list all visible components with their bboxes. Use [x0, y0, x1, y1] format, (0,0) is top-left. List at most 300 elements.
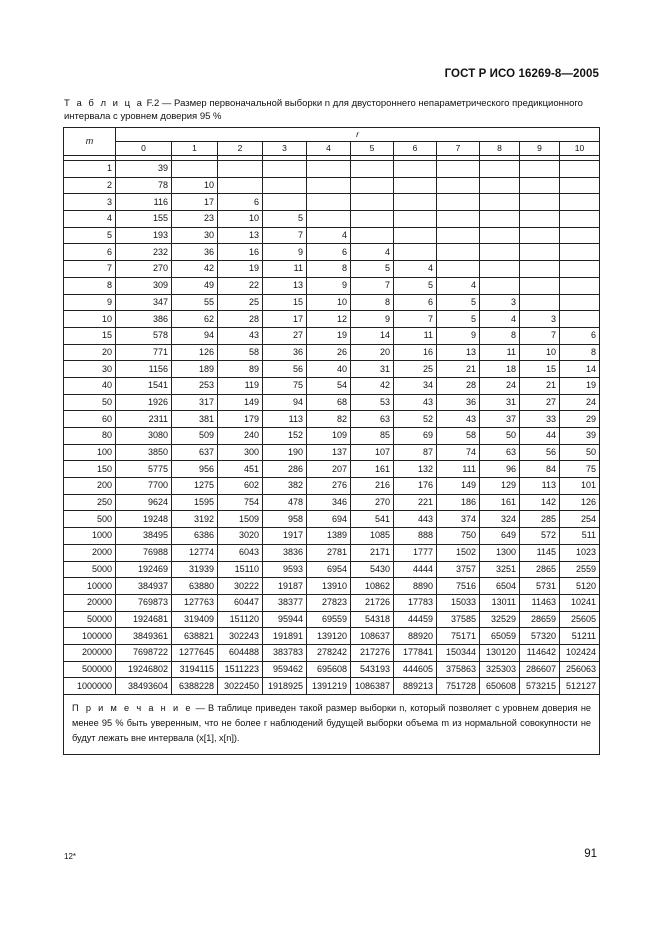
n-value-cell: 21 [520, 377, 560, 394]
m-value-cell: 1000 [64, 528, 116, 545]
n-value-cell: 151120 [218, 611, 263, 628]
n-value-cell: 4 [394, 261, 437, 278]
table-row [64, 277, 600, 294]
n-value-cell: 1777 [394, 544, 437, 561]
n-value-cell [394, 227, 437, 244]
n-value-cell: 43 [394, 394, 437, 411]
n-value-cell: 889213 [394, 678, 437, 695]
table-caption [64, 98, 600, 123]
n-value-cell: 130120 [480, 644, 520, 661]
n-value-cell: 278242 [307, 644, 351, 661]
n-value-cell [394, 177, 437, 194]
n-value-cell: 4 [351, 244, 394, 261]
table-row [64, 478, 600, 495]
n-value-cell: 10 [218, 211, 263, 228]
m-value-cell: 80 [64, 428, 116, 445]
n-value-cell [307, 211, 351, 228]
n-value-cell: 1502 [437, 544, 480, 561]
table-row [64, 411, 600, 428]
n-value-cell: 216 [351, 478, 394, 495]
n-value-cell: 87 [394, 444, 437, 461]
n-value-cell: 384937 [116, 578, 172, 595]
n-value-cell: 9593 [263, 561, 307, 578]
m-header: m [64, 128, 116, 156]
n-value-cell: 1511223 [218, 661, 263, 678]
n-value-cell [263, 194, 307, 211]
n-value-cell [394, 161, 437, 178]
caption-text: F.2 — Размер первоначальной выборки n для двустороннего непараметрического предикционного интервала с уровнем доверия 95 % [64, 98, 583, 122]
n-value-cell: 20 [351, 344, 394, 361]
n-value-cell [351, 211, 394, 228]
m-value-cell: 2 [64, 177, 116, 194]
n-value-cell: 31 [480, 394, 520, 411]
n-value-cell: 36 [172, 244, 218, 261]
n-value-cell: 29 [560, 411, 600, 428]
n-value-cell [437, 244, 480, 261]
n-value-cell: 63 [351, 411, 394, 428]
m-value-cell: 100000 [64, 628, 116, 645]
n-value-cell [437, 211, 480, 228]
r-header: r [116, 128, 600, 142]
n-value-cell [560, 261, 600, 278]
n-value-cell: 1918925 [263, 678, 307, 695]
n-value-cell [520, 261, 560, 278]
m-value-cell: 4 [64, 211, 116, 228]
m-value-cell: 500000 [64, 661, 116, 678]
n-value-cell: 149 [437, 478, 480, 495]
n-value-cell: 9 [437, 327, 480, 344]
n-value-cell: 2865 [520, 561, 560, 578]
n-value-cell: 650608 [480, 678, 520, 695]
table-row [64, 544, 600, 561]
n-value-cell: 309 [116, 277, 172, 294]
n-value-cell: 37 [480, 411, 520, 428]
n-value-cell: 39 [116, 161, 172, 178]
m-value-cell: 20 [64, 344, 116, 361]
table-row [64, 327, 600, 344]
r-value-header: 4 [307, 142, 351, 156]
n-value-cell [394, 194, 437, 211]
n-value-cell: 10862 [351, 578, 394, 595]
n-value-cell: 11 [480, 344, 520, 361]
n-value-cell: 30 [172, 227, 218, 244]
n-value-cell: 58 [218, 344, 263, 361]
n-value-cell: 75 [263, 377, 307, 394]
n-value-cell [560, 177, 600, 194]
n-value-cell [437, 261, 480, 278]
n-value-cell: 16 [394, 344, 437, 361]
n-value-cell: 21 [437, 361, 480, 378]
n-value-cell: 27 [263, 327, 307, 344]
r-value-header: 1 [172, 142, 218, 156]
n-value-cell: 38493604 [116, 678, 172, 695]
n-value-cell: 28659 [520, 611, 560, 628]
table-row [64, 377, 600, 394]
n-value-cell: 186 [437, 494, 480, 511]
table-row [64, 244, 600, 261]
n-value-cell: 36 [263, 344, 307, 361]
n-value-cell: 56 [263, 361, 307, 378]
n-value-cell: 132 [394, 461, 437, 478]
n-value-cell: 253 [172, 377, 218, 394]
n-value-cell: 750 [437, 528, 480, 545]
n-value-cell [560, 161, 600, 178]
n-value-cell: 13 [218, 227, 263, 244]
document-header: ГОСТ Р ИСО 16269-8—2005 [444, 68, 599, 80]
n-value-cell: 126 [560, 494, 600, 511]
n-value-cell: 63880 [172, 578, 218, 595]
n-value-cell: 24 [480, 377, 520, 394]
n-value-cell: 7 [520, 327, 560, 344]
m-value-cell: 50000 [64, 611, 116, 628]
n-value-cell [307, 194, 351, 211]
n-value-cell: 39 [560, 428, 600, 445]
n-value-cell [560, 294, 600, 311]
n-value-cell [351, 194, 394, 211]
n-value-cell: 10 [520, 344, 560, 361]
table-row [64, 494, 600, 511]
n-value-cell: 5 [437, 294, 480, 311]
n-value-cell: 7 [263, 227, 307, 244]
n-value-cell: 102424 [560, 644, 600, 661]
n-value-cell: 37585 [437, 611, 480, 628]
n-value-cell: 88920 [394, 628, 437, 645]
n-value-cell: 1595 [172, 494, 218, 511]
m-value-cell: 60 [64, 411, 116, 428]
n-value-cell [394, 244, 437, 261]
n-value-cell: 1917 [263, 528, 307, 545]
n-value-cell: 193 [116, 227, 172, 244]
table-row [64, 394, 600, 411]
n-value-cell: 572 [520, 528, 560, 545]
n-value-cell: 325303 [480, 661, 520, 678]
n-value-cell: 33 [520, 411, 560, 428]
n-value-cell: 13 [437, 344, 480, 361]
n-value-cell: 22 [218, 277, 263, 294]
n-value-cell: 8890 [394, 578, 437, 595]
n-value-cell: 1924681 [116, 611, 172, 628]
n-value-cell: 113 [520, 478, 560, 495]
n-value-cell: 17 [172, 194, 218, 211]
m-value-cell: 7 [64, 261, 116, 278]
n-value-cell [560, 194, 600, 211]
n-value-cell: 3020 [218, 528, 263, 545]
n-value-cell: 270 [116, 261, 172, 278]
m-value-cell: 50 [64, 394, 116, 411]
n-value-cell [480, 194, 520, 211]
n-value-cell: 347 [116, 294, 172, 311]
table-row [64, 461, 600, 478]
n-value-cell: 375863 [437, 661, 480, 678]
n-value-cell: 4 [307, 227, 351, 244]
n-value-cell: 207 [307, 461, 351, 478]
n-value-cell [351, 177, 394, 194]
n-value-cell: 177841 [394, 644, 437, 661]
n-value-cell: 62 [172, 311, 218, 328]
n-value-cell: 2559 [560, 561, 600, 578]
n-value-cell: 451 [218, 461, 263, 478]
n-value-cell: 139120 [307, 628, 351, 645]
n-value-cell: 7698722 [116, 644, 172, 661]
n-value-cell: 382 [263, 478, 307, 495]
n-value-cell: 512127 [560, 678, 600, 695]
n-value-cell: 192469 [116, 561, 172, 578]
n-value-cell: 25 [394, 361, 437, 378]
n-value-cell: 1275 [172, 478, 218, 495]
table-row [64, 361, 600, 378]
note-text: — В таблице приведен такой размер выборки n, который позволяет с уровнем доверия не менее 95 % быть уверенным, что не более r наблюдений будущей выборки объема m из нормальной совокупности не будут лежать вне интервала (x[1], x[n]). [72, 703, 592, 743]
n-value-cell: 1023 [560, 544, 600, 561]
m-value-cell: 15 [64, 327, 116, 344]
caption-label: Т а б л и ц а [64, 98, 144, 109]
r-value-header: 2 [218, 142, 263, 156]
n-value-cell: 286 [263, 461, 307, 478]
n-value-cell: 49 [172, 277, 218, 294]
n-value-cell: 2781 [307, 544, 351, 561]
n-value-cell: 42 [351, 377, 394, 394]
n-value-cell: 31939 [172, 561, 218, 578]
table-row [64, 227, 600, 244]
r-value-header: 7 [437, 142, 480, 156]
n-value-cell: 155 [116, 211, 172, 228]
n-value-cell: 3849361 [116, 628, 172, 645]
n-value-cell: 3836 [263, 544, 307, 561]
n-value-cell [480, 211, 520, 228]
n-value-cell: 119 [218, 377, 263, 394]
table-row [64, 611, 600, 628]
m-value-cell: 6 [64, 244, 116, 261]
n-value-cell: 26 [307, 344, 351, 361]
n-value-cell: 65059 [480, 628, 520, 645]
n-value-cell: 54318 [351, 611, 394, 628]
n-value-cell: 149 [218, 394, 263, 411]
n-value-cell: 10 [172, 177, 218, 194]
table-row [64, 344, 600, 361]
n-value-cell: 3080 [116, 428, 172, 445]
n-value-cell: 142 [520, 494, 560, 511]
table-row [64, 528, 600, 545]
n-value-cell: 302243 [218, 628, 263, 645]
n-value-cell: 317 [172, 394, 218, 411]
m-value-cell: 1000000 [64, 678, 116, 695]
m-value-cell: 2000 [64, 544, 116, 561]
n-value-cell: 1277645 [172, 644, 218, 661]
n-value-cell: 695608 [307, 661, 351, 678]
r-value-header: 6 [394, 142, 437, 156]
n-value-cell: 12774 [172, 544, 218, 561]
n-value-cell: 56 [520, 444, 560, 461]
n-value-cell: 137 [307, 444, 351, 461]
n-value-cell: 82 [307, 411, 351, 428]
m-value-cell: 250 [64, 494, 116, 511]
n-value-cell: 40 [307, 361, 351, 378]
n-value-cell: 191891 [263, 628, 307, 645]
n-value-cell [172, 161, 218, 178]
footer-mark: 12* [64, 852, 77, 861]
n-value-cell: 5 [394, 277, 437, 294]
n-value-cell: 6388228 [172, 678, 218, 695]
n-value-cell: 89 [218, 361, 263, 378]
n-value-cell: 50 [480, 428, 520, 445]
n-value-cell: 109 [307, 428, 351, 445]
n-value-cell [520, 227, 560, 244]
r-value-header: 9 [520, 142, 560, 156]
n-value-cell: 3022450 [218, 678, 263, 695]
n-value-cell: 53 [351, 394, 394, 411]
m-value-cell: 10 [64, 311, 116, 328]
r-value-header: 0 [116, 142, 172, 156]
n-value-cell: 27 [520, 394, 560, 411]
n-value-cell: 9 [351, 311, 394, 328]
m-value-cell: 10000 [64, 578, 116, 595]
n-value-cell: 36 [437, 394, 480, 411]
table-row [64, 578, 600, 595]
n-value-cell: 888 [394, 528, 437, 545]
n-value-cell: 11463 [520, 594, 560, 611]
n-value-cell: 15110 [218, 561, 263, 578]
table-row [64, 194, 600, 211]
n-value-cell: 60447 [218, 594, 263, 611]
r-value-header: 8 [480, 142, 520, 156]
n-value-cell: 24 [560, 394, 600, 411]
n-value-cell: 5 [437, 311, 480, 328]
n-value-cell: 5775 [116, 461, 172, 478]
n-value-cell: 12 [307, 311, 351, 328]
n-value-cell: 32529 [480, 611, 520, 628]
n-value-cell: 18 [480, 361, 520, 378]
n-value-cell: 31 [351, 361, 394, 378]
table-row [64, 661, 600, 678]
r-value-header: 3 [263, 142, 307, 156]
n-value-cell: 95944 [263, 611, 307, 628]
n-value-cell: 573215 [520, 678, 560, 695]
n-value-cell: 276 [307, 478, 351, 495]
n-value-cell: 63 [480, 444, 520, 461]
n-value-cell: 578 [116, 327, 172, 344]
n-value-cell [560, 244, 600, 261]
n-value-cell: 1300 [480, 544, 520, 561]
n-value-cell: 14 [560, 361, 600, 378]
n-value-cell: 2171 [351, 544, 394, 561]
n-value-cell: 76988 [116, 544, 172, 561]
n-value-cell: 78 [116, 177, 172, 194]
n-value-cell: 300 [218, 444, 263, 461]
n-value-cell: 6386 [172, 528, 218, 545]
n-value-cell: 769873 [116, 594, 172, 611]
n-value-cell: 43 [218, 327, 263, 344]
n-value-cell [560, 277, 600, 294]
n-value-cell: 111 [437, 461, 480, 478]
n-value-cell: 270 [351, 494, 394, 511]
n-value-cell: 958 [263, 511, 307, 528]
n-value-cell: 38377 [263, 594, 307, 611]
n-value-cell: 96 [480, 461, 520, 478]
n-value-cell: 34 [394, 377, 437, 394]
n-value-cell [307, 177, 351, 194]
n-value-cell: 1509 [218, 511, 263, 528]
n-value-cell: 55 [172, 294, 218, 311]
n-value-cell: 161 [351, 461, 394, 478]
n-value-cell: 84 [520, 461, 560, 478]
n-value-cell: 107 [351, 444, 394, 461]
table-row [64, 511, 600, 528]
table-row [64, 428, 600, 445]
n-value-cell: 51211 [560, 628, 600, 645]
n-value-cell: 11 [263, 261, 307, 278]
n-value-cell: 27823 [307, 594, 351, 611]
table-row [64, 644, 600, 661]
n-value-cell: 8 [351, 294, 394, 311]
n-value-cell: 3194115 [172, 661, 218, 678]
n-value-cell: 4 [480, 311, 520, 328]
n-value-cell: 5731 [520, 578, 560, 595]
n-value-cell: 30222 [218, 578, 263, 595]
n-value-cell: 604488 [218, 644, 263, 661]
n-value-cell: 1391219 [307, 678, 351, 695]
m-value-cell: 5000 [64, 561, 116, 578]
n-value-cell [480, 277, 520, 294]
n-value-cell: 7 [394, 311, 437, 328]
n-value-cell: 68 [307, 394, 351, 411]
n-value-cell: 1541 [116, 377, 172, 394]
n-value-cell: 319409 [172, 611, 218, 628]
n-value-cell: 150344 [437, 644, 480, 661]
m-value-cell: 20000 [64, 594, 116, 611]
n-value-cell [437, 161, 480, 178]
n-value-cell: 7700 [116, 478, 172, 495]
n-value-cell: 8 [480, 327, 520, 344]
n-value-cell: 637 [172, 444, 218, 461]
n-value-cell [218, 161, 263, 178]
n-value-cell [437, 194, 480, 211]
n-value-cell: 15033 [437, 594, 480, 611]
n-value-cell: 75 [560, 461, 600, 478]
n-value-cell: 346 [307, 494, 351, 511]
table-row [64, 444, 600, 461]
n-value-cell: 15 [520, 361, 560, 378]
n-value-cell: 9 [263, 244, 307, 261]
n-value-cell: 256063 [560, 661, 600, 678]
m-value-cell: 200 [64, 478, 116, 495]
table-row [64, 177, 600, 194]
table-note [64, 695, 600, 755]
n-value-cell: 285 [520, 511, 560, 528]
n-value-cell: 383783 [263, 644, 307, 661]
n-value-cell: 116 [116, 194, 172, 211]
m-value-cell: 500 [64, 511, 116, 528]
sample-size-table [63, 127, 600, 755]
n-value-cell: 751728 [437, 678, 480, 695]
n-value-cell: 694 [307, 511, 351, 528]
n-value-cell: 17783 [394, 594, 437, 611]
n-value-cell: 638821 [172, 628, 218, 645]
n-value-cell: 74 [437, 444, 480, 461]
n-value-cell: 478 [263, 494, 307, 511]
table-row [64, 161, 600, 178]
n-value-cell: 5120 [560, 578, 600, 595]
n-value-cell: 58 [437, 428, 480, 445]
n-value-cell: 161 [480, 494, 520, 511]
n-value-cell [520, 161, 560, 178]
n-value-cell: 8 [560, 344, 600, 361]
n-value-cell: 9624 [116, 494, 172, 511]
n-value-cell: 57320 [520, 628, 560, 645]
n-value-cell: 19187 [263, 578, 307, 595]
n-value-cell [560, 227, 600, 244]
n-value-cell [520, 177, 560, 194]
n-value-cell: 13011 [480, 594, 520, 611]
n-value-cell: 13 [263, 277, 307, 294]
